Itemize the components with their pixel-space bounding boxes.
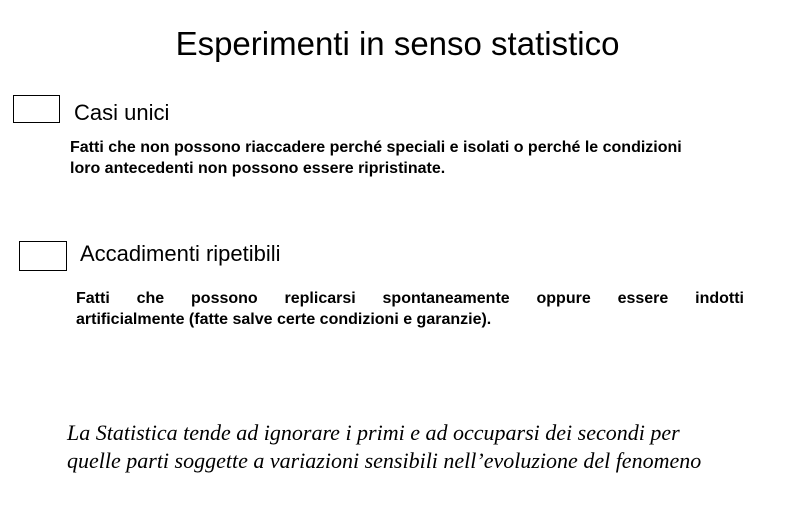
section-checkbox-accadimenti-ripetibili [19, 241, 67, 271]
section-heading-casi-unici: Casi unici [74, 100, 170, 125]
description-line: artificialmente (fatte salve certe condizioni e garanzie). [76, 311, 492, 328]
conclusion-line: quelle parti soggette a variazioni sensibili nell’evoluzione del fenomeno [67, 448, 702, 473]
description-line: loro antecedenti non possono essere ripristinate. [70, 160, 446, 177]
section-heading-accadimenti-ripetibili: Accadimenti ripetibili [80, 241, 281, 266]
section-checkbox-casi-unici [13, 95, 60, 123]
page-title: Esperimenti in senso statistico [175, 25, 620, 62]
conclusion-line: La Statistica tende ad ignorare i primi e ad occuparsi dei secondi per [67, 420, 680, 445]
description-line: Fatti che non possono riaccadere perché speciali e isolati o perché le condizioni [70, 139, 682, 156]
section-description-accadimenti-ripetibili [76, 288, 744, 330]
section-description-casi-unici [70, 137, 760, 179]
conclusion-statement [67, 419, 777, 475]
description-line: Fatti che possono replicarsi spontaneamente oppure essere indotti [76, 290, 744, 307]
